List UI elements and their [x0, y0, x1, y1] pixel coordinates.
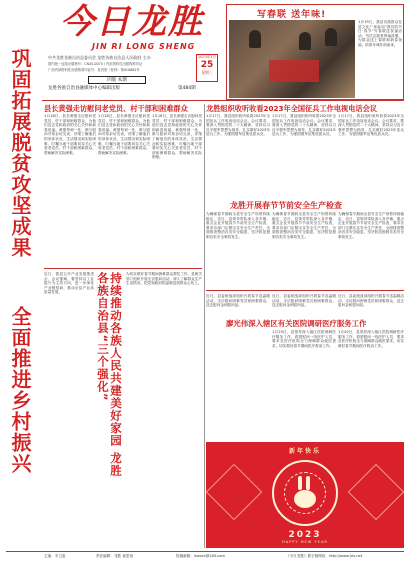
vertical-banner-headline: 持续推动各族人民共建美好家园 龙胜各族自治县“三个强化”: [96, 272, 123, 478]
footer-duty: 责任编辑：龙胜 莫思治: [96, 554, 134, 558]
calligraphy-photo: [229, 20, 355, 98]
masthead-sponsor: 中共龙胜各族自治县委员会 龙胜各族自治县人民政府 主办: [48, 55, 151, 60]
article-2-col-2: 1月17日，我县组织收听收看2023年全国征兵工作电视电话会议。会议要求，要深入贯彻党的二十大精神，坚持以习近平强军思想为指导，扎实做好2023年征兵工作，为强国强军征集优质兵员。: [272, 114, 336, 137]
footer-email: 投稿邮箱：lswxcs@163.com: [176, 554, 225, 558]
article-6-col-2: 近日，县委统战部组织开展春节送温暖活动，走访慰问困难党员和困难群众，送去慰问金和慰问品。: [272, 294, 336, 308]
left-slogan-top: 巩固拓展脱贫攻坚成果: [8, 48, 32, 258]
masthead-title-text: 今日龙胜: [60, 2, 204, 42]
issue-number: 第484期: [178, 86, 196, 91]
footer-website: 《今日龙胜》数字版网址：http://www.jrls.net: [286, 554, 363, 558]
article-2-headline: 龙胜组织收听收看2023年全国征兵工作电视电话会议: [206, 104, 377, 113]
date-box: [196, 54, 218, 82]
rabbit-medallion: [272, 460, 338, 526]
newyear-graphic: [206, 442, 404, 548]
left-slogan-bar: [6, 48, 32, 553]
date-day: 25: [200, 60, 214, 70]
decor-left: [206, 464, 263, 521]
article-7-col-2: 1月20日，县领导深入辖区医院调研医疗服务工作，看望慰问一线医护人员，要求各医疗机构全力保障群众就医需求，切实做好春节期间医疗救治工作。: [338, 330, 404, 348]
date-month: 2023年1月: [197, 55, 217, 59]
masthead-print: 广西内部资料性出版物准印证号：桂内资（桂林）第010682号: [48, 68, 140, 72]
article-1-headline: 县长黄强走访慰问老党员、村干部和困难群众: [44, 104, 188, 113]
footer-divider: [6, 551, 404, 552]
article-1-col-1: 1月18日，县长黄强走访慰问老党员、村干部和困难群众，为他们送去党和政府的关心关怀和新春祝福。黄强每到一处，都与慰问对象亲切交谈，详细了解他们的身体状况、生活情况和实际困难，叮嘱当地干部要切实关心关爱老党员、村干部和困难群众，帮助解决实际困难。: [44, 114, 96, 155]
article-6-col-1: 近日，县委统战部组织开展春节送温暖活动，走访慰问困难党员和困难群众，送去慰问金和慰问品。: [206, 294, 270, 308]
article-3-col-1: 为确保春节期间全县安全生产形势持续稳定，近日，县领导带队深入各乡镇、重点企业开展春节节前安全生产检查，要求各部门压紧压实安全生产责任，全面排查整治各类安全隐患，坚决防范遏制各类安全事故发生。: [206, 212, 270, 239]
article-6-col-3: 近日，县委统战部组织开展春节送温暖活动，走访慰问困难党员和困难群众，送去慰问金和慰问品。: [338, 294, 404, 308]
decor-right: [348, 464, 405, 521]
divider-mid-left: [44, 268, 202, 269]
newyear-greeting: HAPPY NEW YEAR: [282, 540, 328, 544]
article-3-headline: 龙胜开展春节节前安全生产检查: [230, 201, 342, 210]
article-3-col-3: 为确保春节期间全县安全生产形势持续稳定，近日，县领导带队深入各乡镇、重点企业开展春节节前安全生产检查，要求各部门压紧压实安全生产责任，全面排查整治各类安全隐患，坚决防范遏制各类安全事故发生。: [338, 212, 404, 239]
article-5-body: 为切实做好春节期间困难群众帮扶工作，县相关部门组织开展走访慰问活动，深入了解群众生产生活情况，把党和政府的温暖送到群众心坎上。: [126, 272, 202, 286]
top-box-title: 写春联 送年味!: [257, 10, 327, 20]
masthead-publisher: 龙胜各族自治县融媒体中心编辑出版: [48, 86, 120, 91]
article-7-col-1: 1月20日，县领导深入辖区医院调研医疗服务工作，看望慰问一线医护人员，要求各医疗机构全力保障群众就医需求，切实做好春节期间医疗救治工作。: [272, 330, 336, 348]
date-weekday: 星期三: [201, 70, 213, 75]
masthead-title: [60, 2, 220, 42]
top-box-caption: 1月19日，我县各族群众在县文化广场参加"我们的节日·春节"写春联送祝福活动，书法志愿者挥毫泼墨，为群众送上春联和新春祝福，浓浓年味扑面而来。: [358, 20, 402, 47]
left-slogan-bottom: 全面推进乡村振兴: [8, 306, 32, 474]
article-2-col-3: 1月17日，我县组织收听收看2023年全国征兵工作电视电话会议。会议要求，要深入贯彻党的二十大精神，坚持以习近平强军思想为指导，扎实做好2023年征兵工作，为强国强军征集优质兵员。: [338, 114, 404, 137]
masthead-pinyin: JIN RI LONG SHENG: [92, 42, 196, 51]
top-photo-box: [226, 4, 404, 100]
newyear-year: 2023: [288, 530, 322, 540]
article-7-headline: 廖光伟深入辖区有关医院调研医疗服务工作: [226, 319, 367, 328]
article-2-col-1: 1月17日，我县组织收听收看2023年全国征兵工作电视电话会议。会议要求，要深入贯彻党的二十大精神，坚持以习近平强军思想为指导，扎实做好2023年征兵工作，为强国强军征集优质兵员。: [206, 114, 270, 137]
article-1-col-3: 1月18日，县长黄强走访慰问老党员、村干部和困难群众，为他们送去党和政府的关心关怀和新春祝福。黄强每到一处，都与慰问对象亲切交谈，详细了解他们的身体状况、生活情况和实际困难，叮嘱当地干部要切实关心关爱老党员、村干部和困难群众，帮助解决实际困难。: [152, 114, 202, 160]
article-3-col-2: 为确保春节期间全县安全生产形势持续稳定，近日，县领导带队深入各乡镇、重点企业开展春节节前安全生产检查，要求各部门压紧压实安全生产责任，全面排查整治各类安全隐患，坚决防范遏制各类安全事故发生。: [272, 212, 336, 239]
footer-editor: 主编：辛卫雷: [44, 554, 66, 558]
column-divider: [204, 104, 205, 548]
article-4-col-1: 近日，我县召开产业发展推进会，会议强调，要坚持以工业振兴为主攻方向，进一步深化产业链招商，推动全县产业高质量发展。: [44, 272, 94, 295]
masthead-cn: 国内统一连续出版物号：CN45-0075 / 内部资料性出版物准印证: [48, 62, 143, 66]
masthead-divider: [42, 100, 404, 101]
newyear-title: 新年快乐: [288, 448, 321, 455]
divider-mid-right: [206, 290, 404, 291]
article-1-col-2: 1月18日，县长黄强走访慰问老党员、村干部和困难群众，为他们送去党和政府的关心关怀和新春祝福。黄强每到一处，都与慰问对象亲切交谈，详细了解他们的身体状况、生活情况和实际困难，叮嘱当地干部要切实关心关爱老党员、村干部和困难群众，帮助解决实际困难。: [98, 114, 150, 155]
edition-stamp: 四版 本期: [88, 76, 146, 84]
